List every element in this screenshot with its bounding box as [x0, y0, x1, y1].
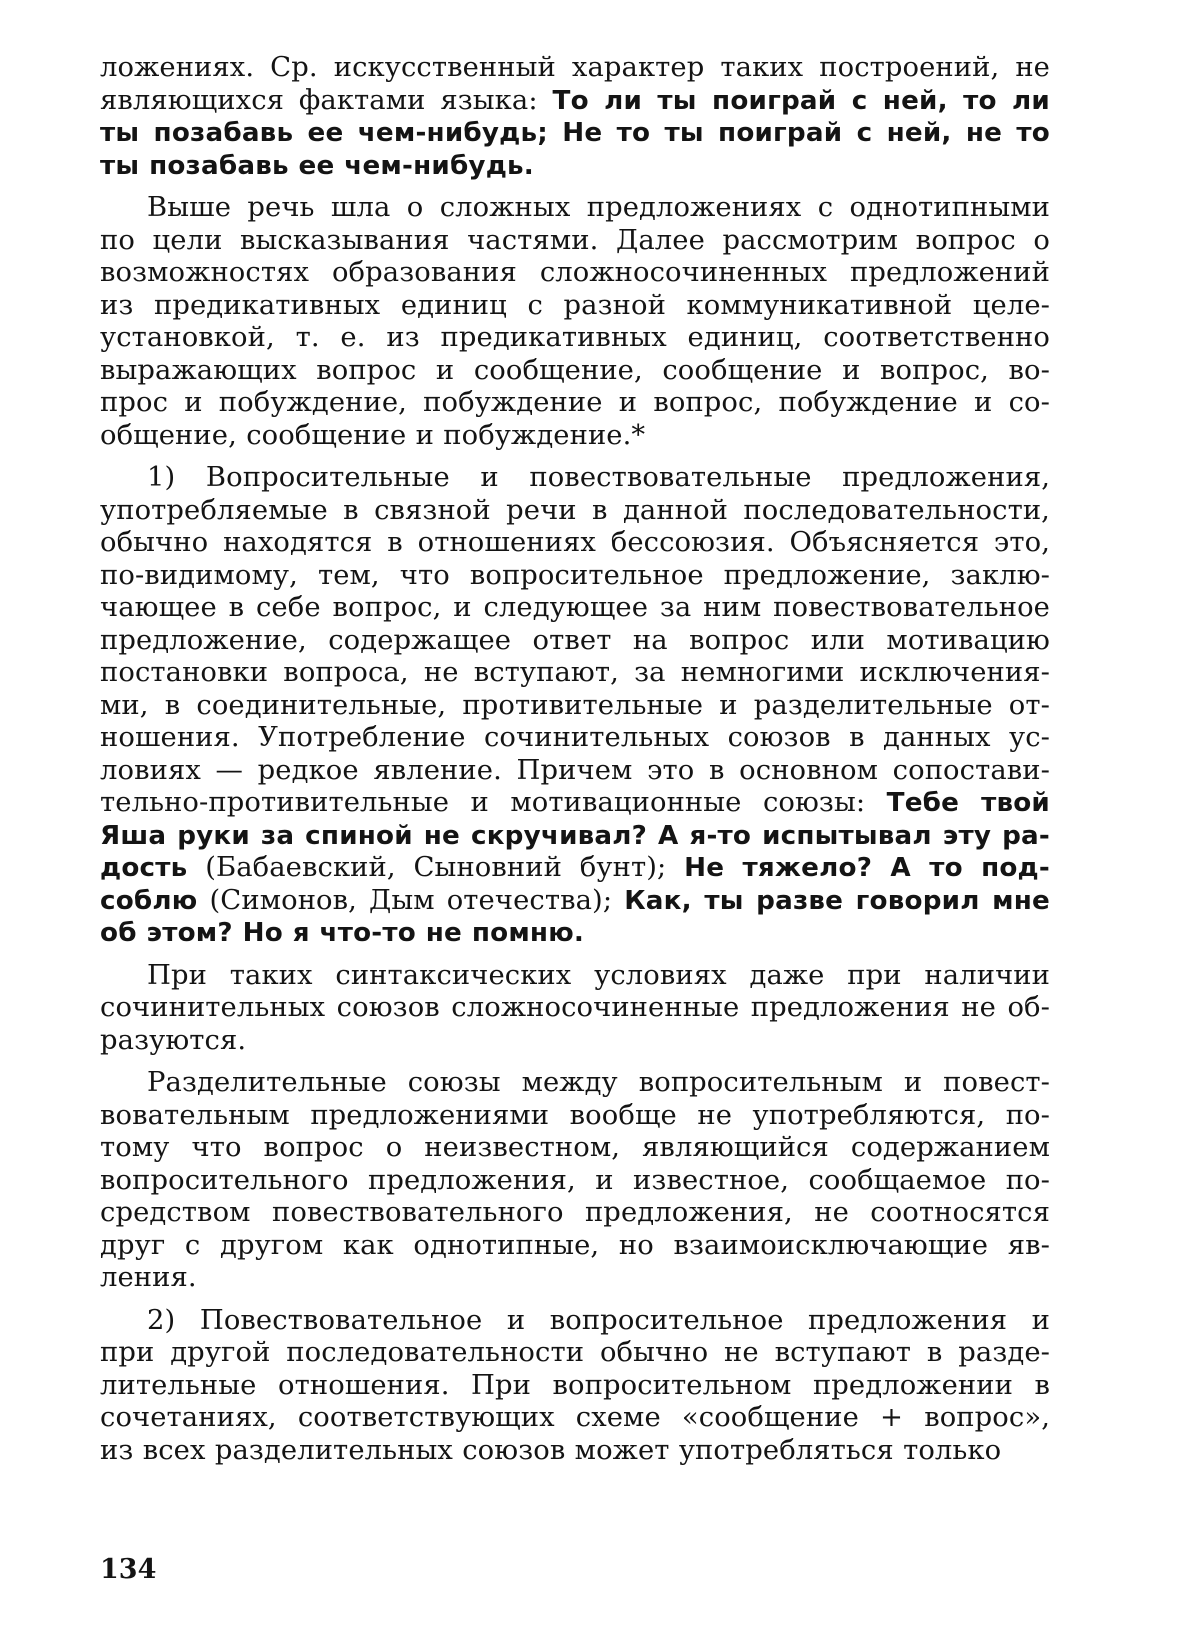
- example-text: То ли ты поиграй с ней, то ли: [552, 85, 1050, 116]
- text-line: [100, 1435, 1050, 1468]
- example-text: об этом? Но я что-то не помню.: [100, 918, 585, 948]
- text-line: [100, 420, 1050, 453]
- paragraph-gap: [100, 452, 1050, 462]
- text-line: [100, 527, 1050, 560]
- body-text: (Симонов, Дым отечества);: [197, 884, 625, 916]
- text-line: [100, 462, 1050, 495]
- paragraph-gap: [100, 950, 1050, 960]
- body-text: сочетаниях, соответствующих схеме «сообщение + вопрос»,: [100, 1402, 1050, 1433]
- text-line: [100, 787, 1050, 820]
- text-line: [100, 657, 1050, 690]
- body-text: по цели высказывания частями. Далее рассмотрим вопрос о: [100, 224, 1050, 256]
- body-text: лительные отношения. При вопросительном предложении в: [100, 1369, 1050, 1401]
- text-line: [100, 117, 1050, 150]
- example-text: дость: [100, 853, 188, 883]
- paragraph-gap: [100, 1057, 1050, 1067]
- example-text: соблю: [100, 885, 198, 916]
- body-text: разуются.: [100, 1024, 247, 1056]
- text-line: [100, 1025, 1050, 1058]
- body-text: При таких синтаксических условиях даже при наличии: [147, 959, 1050, 991]
- body-text: прос и побуждение, побуждение и вопрос, побуждение и со-: [100, 387, 1050, 418]
- text-line: [100, 1305, 1050, 1338]
- text-line: [100, 257, 1050, 290]
- page-number: 134: [100, 1554, 157, 1585]
- body-text: средством повествовательного предложения, не соотносятся: [100, 1197, 1050, 1228]
- paragraph: [100, 192, 1050, 452]
- text-line: [100, 960, 1050, 993]
- body-text: друг с другом как однотипные, но взаимоисключающие яв-: [100, 1229, 1050, 1261]
- paragraph: [100, 1305, 1050, 1468]
- body-text: сочинительных союзов сложносочиненные предложения не об-: [100, 992, 1050, 1023]
- example-text: ты позабавь ее чем-нибудь.: [100, 150, 534, 181]
- text-line: [100, 852, 1050, 885]
- text-line: [100, 885, 1050, 918]
- text-line: [100, 560, 1050, 593]
- paragraph: [100, 1067, 1050, 1295]
- text-line: [100, 820, 1050, 853]
- text-line: [100, 592, 1050, 625]
- body-text: возможностях образования сложносочиненных предложений: [100, 257, 1050, 288]
- example-text: Как, ты разве говорил мне: [624, 885, 1050, 916]
- body-text: постановки вопроса, не вступают, за немногими исключения-: [100, 657, 1050, 688]
- body-text: тому что вопрос о неизвестном, являющийся содержанием: [100, 1132, 1050, 1163]
- text-line: [100, 85, 1050, 118]
- text-line: [100, 755, 1050, 788]
- body-text: 2) Повествовательное и вопросительное предложения и: [147, 1304, 1050, 1336]
- body-text: ложениях. Ср. искусственный характер таких построений, не: [100, 52, 1050, 83]
- paragraph: [100, 960, 1050, 1058]
- body-text: тельно-противительные и мотивационные союзы:: [100, 787, 887, 818]
- example-text: ты позабавь ее чем-нибудь; Не то ты поиграй с ней, не то: [100, 118, 1050, 148]
- body-text: Разделительные союзы между вопросительным и повест-: [147, 1067, 1050, 1098]
- text-line: [100, 1067, 1050, 1100]
- text-line: [100, 690, 1050, 723]
- body-text: (Бабаевский, Сыновний бунт);: [187, 852, 685, 883]
- body-text: при другой последовательности обычно не вступают в разде-: [100, 1337, 1050, 1368]
- body-text: чающее в себе вопрос, и следующее за ним повествовательное: [100, 592, 1050, 623]
- paragraph-gap: [100, 182, 1050, 192]
- text-line: [100, 1165, 1050, 1198]
- text-line: [100, 1132, 1050, 1165]
- paragraph: [100, 52, 1050, 182]
- body-text: являющихся фактами языка:: [100, 84, 553, 116]
- body-text: предложение, содержащее ответ на вопрос или мотивацию: [100, 624, 1050, 656]
- body-text: Выше речь шла о сложных предложениях с однотипными: [147, 192, 1050, 223]
- text-line: [100, 192, 1050, 225]
- example-text: Не тяжело? А то под-: [684, 853, 1050, 883]
- text-line: [100, 1262, 1050, 1295]
- body-text: по-видимому, тем, что вопросительное предложение, заклю-: [100, 559, 1050, 591]
- text-line: [100, 1100, 1050, 1133]
- body-text: ми, в соединительные, противительные и разделительные от-: [100, 689, 1050, 721]
- body-text: обычно находятся в отношениях бессоюзия. Объясняется это,: [100, 527, 1050, 558]
- text-line: [100, 355, 1050, 388]
- text-line: [100, 322, 1050, 355]
- body-text: вопросительного предложения, и известное, сообщаемое по-: [100, 1164, 1050, 1196]
- page-body: [100, 52, 1050, 1467]
- body-text: употребляемые в связной речи в данной последовательности,: [100, 494, 1050, 526]
- example-text: Тебе твой: [886, 788, 1050, 818]
- text-line: [100, 917, 1050, 950]
- text-column: [100, 52, 1050, 1467]
- text-line: [100, 387, 1050, 420]
- body-text: вовательным предложениями вообще не употребляются, по-: [100, 1099, 1050, 1131]
- body-text: общение, сообщение и побуждение.*: [100, 419, 646, 451]
- text-line: [100, 1230, 1050, 1263]
- body-text: из всех разделительных союзов может употребляться только: [100, 1434, 1002, 1466]
- body-text: 1) Вопросительные и повествовательные предложения,: [147, 462, 1050, 493]
- text-line: [100, 150, 1050, 183]
- body-text: ловиях — редкое явление. Причем это в основном сопостави-: [100, 754, 1050, 786]
- text-line: [100, 495, 1050, 528]
- text-line: [100, 1370, 1050, 1403]
- paragraph: [100, 462, 1050, 950]
- body-text: ношения. Употребление сочинительных союзов в данных ус-: [100, 722, 1050, 753]
- text-line: [100, 625, 1050, 658]
- example-text: Яша руки за спиной не скручивал? А я-то испытывал эту ра-: [100, 820, 1050, 851]
- text-line: [100, 722, 1050, 755]
- text-line: [100, 1197, 1050, 1230]
- text-line: [100, 1402, 1050, 1435]
- body-text: выражающих вопрос и сообщение, сообщение и вопрос, во-: [100, 354, 1050, 386]
- body-text: ления.: [100, 1262, 197, 1293]
- text-line: [100, 290, 1050, 323]
- text-line: [100, 52, 1050, 85]
- body-text: установкой, т. е. из предикативных единиц, соответственно: [100, 322, 1050, 353]
- body-text: из предикативных единиц с разной коммуникативной целе-: [100, 289, 1050, 321]
- paragraph-gap: [100, 1295, 1050, 1305]
- text-line: [100, 992, 1050, 1025]
- text-line: [100, 1337, 1050, 1370]
- text-line: [100, 225, 1050, 258]
